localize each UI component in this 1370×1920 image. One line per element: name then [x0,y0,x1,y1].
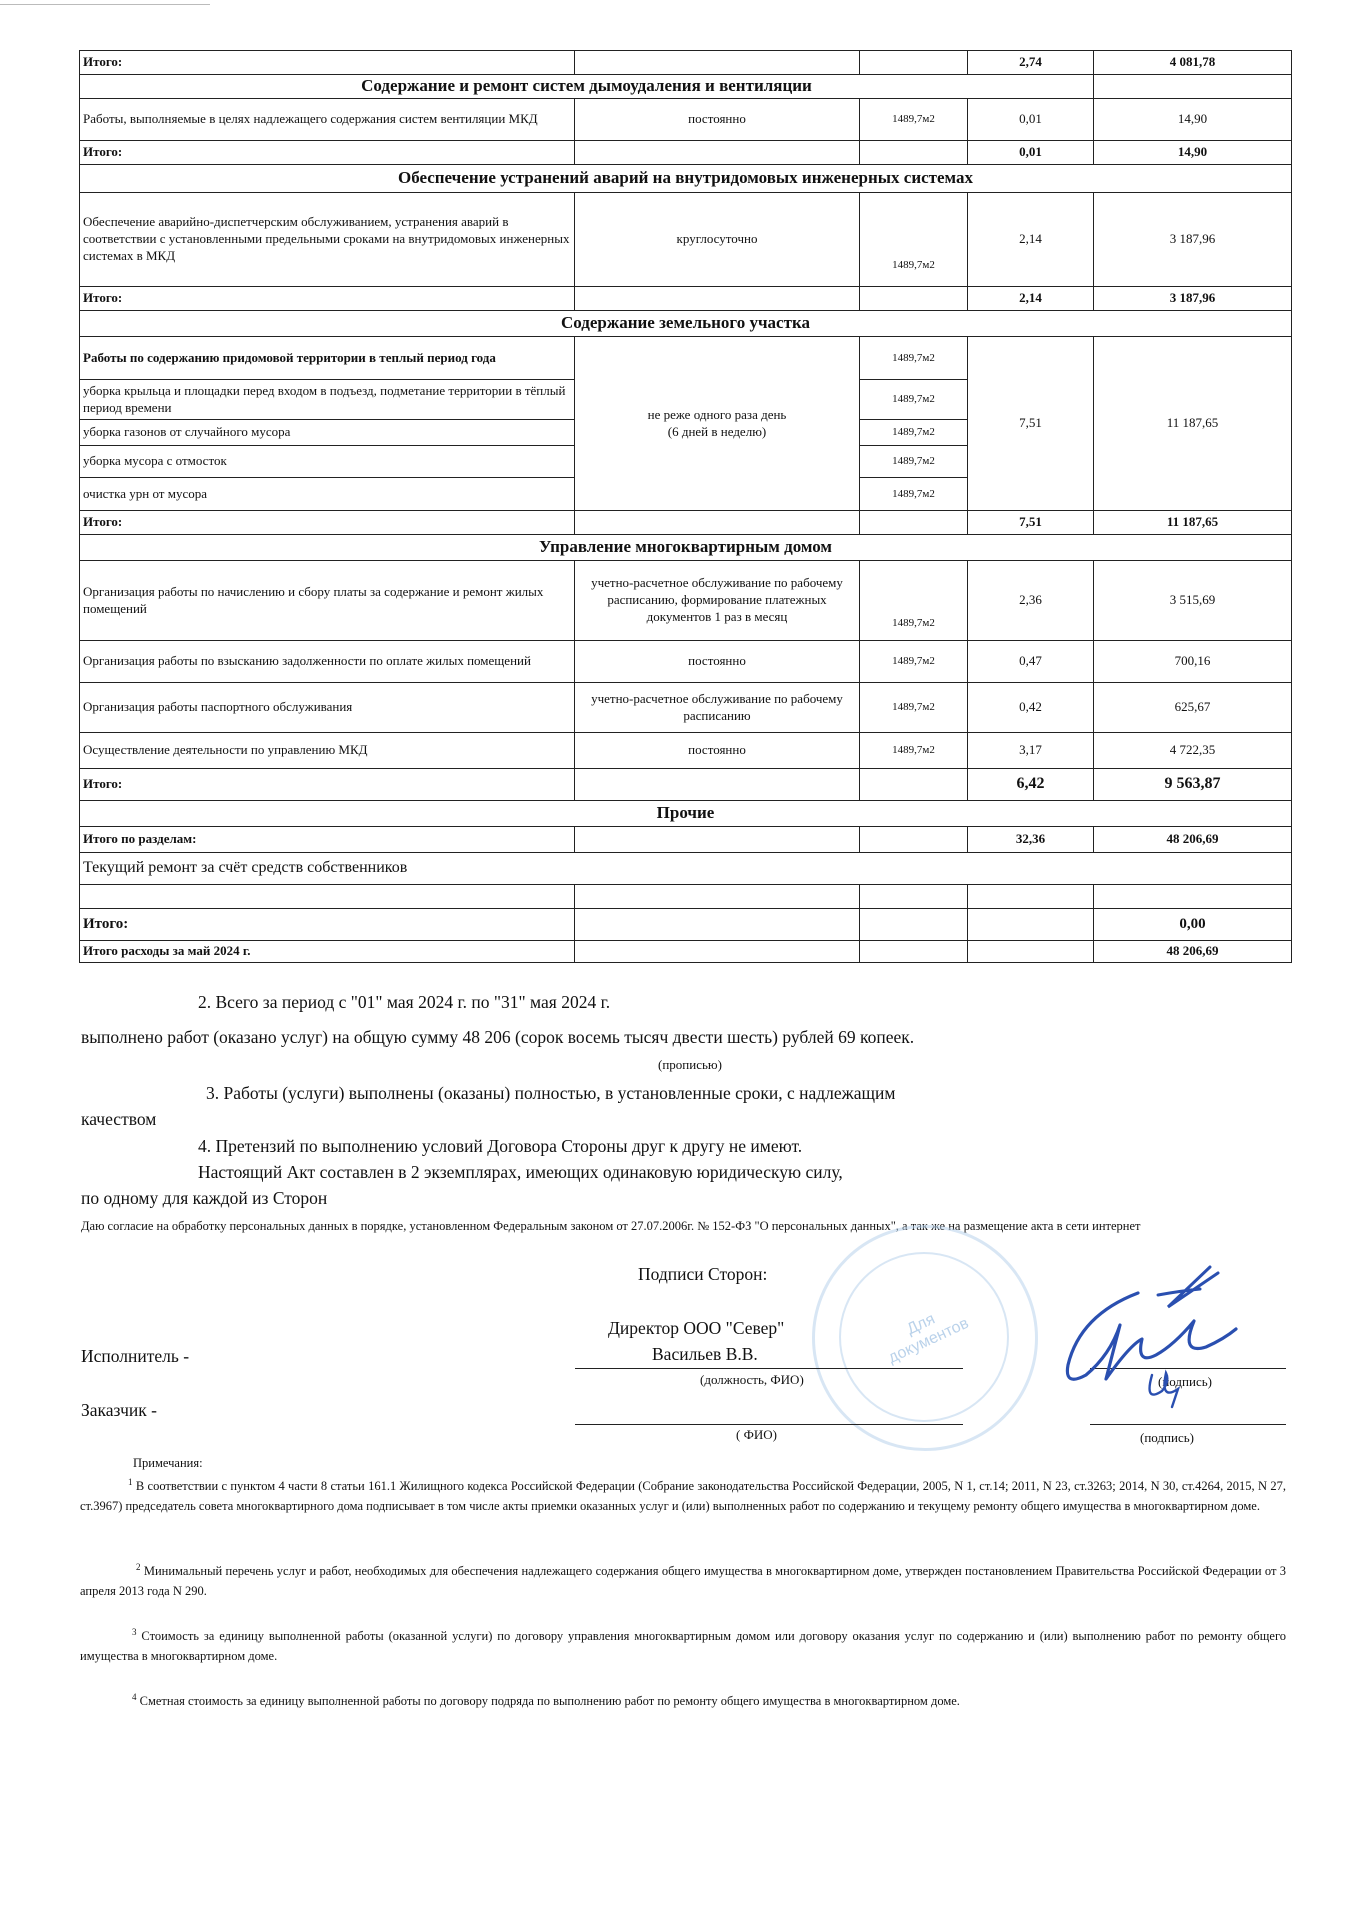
services-table [79,50,1292,963]
table-row [80,733,1292,769]
service-rate: 0,42 [968,683,1094,733]
service-name: Обеспечение аварийно-диспетчерским обслуживанием, устранения аварий в соответствии с установленными предельными сроками на внутридомовых инженерных системах в МКД [80,193,575,287]
service-period: учетно-расчетное обслуживание по рабочему расписанию, формирование платежных документов 1 раз в месяц [575,561,860,641]
table-row [80,941,1292,963]
executor-caption: (должность, ФИО) [700,1372,804,1387]
section-header [80,801,1292,827]
notes-title: Примечания: [133,1456,203,1470]
total-sum: 11 187,65 [1094,511,1292,535]
table-row [80,99,1292,141]
service-rate: 2,14 [968,193,1094,287]
executor-position: Директор ООО "Север" [608,1318,785,1338]
service-sum: 625,67 [1094,683,1292,733]
service-name: Организация работы паспортного обслуживания [80,683,575,733]
table-row [80,511,1292,535]
table-row [80,769,1292,801]
service-sum: 3 515,69 [1094,561,1292,641]
caption-propisyu: (прописью) [658,1057,722,1072]
service-area: 1489,7м2 [860,99,968,141]
service-area: 1489,7м2 [860,193,968,287]
service-name: Работы, выполняемые в целях надлежащего содержания систем вентиляции МКД [80,99,575,141]
service-name: Осуществление деятельности по управлению МКД [80,733,575,769]
section-title: Управление многоквартирным домом [80,535,1292,561]
section-header [80,535,1292,561]
section-header [80,165,1292,193]
service-sum: 3 187,96 [1094,193,1292,287]
service-area: 1489,7м2 [860,641,968,683]
total-rate: 6,42 [968,769,1094,801]
section-title: Прочие [80,801,1292,827]
table-row [80,51,1292,75]
service-name: очистка урн от мусора [80,478,575,511]
service-period: постоянно [575,733,860,769]
total-label: Итого: [80,287,575,311]
total-rate: 7,51 [968,511,1094,535]
customer-label: Заказчик - [81,1400,157,1420]
total-sum: 0,00 [1094,909,1292,941]
table-row [80,193,1292,287]
total-label: Итого: [80,51,575,75]
section-header [80,311,1292,337]
table-row [80,337,1292,380]
section-title: Содержание и ремонт систем дымоудаления и вентиляции [80,75,1094,99]
total-sum: 3 187,96 [1094,287,1292,311]
total-rate: 2,14 [968,287,1094,311]
section-title: Обеспечение устранений аварий на внутридомовых инженерных системах [80,165,1292,193]
footnote-1 [80,1475,1286,1516]
total-rate: 0,01 [968,141,1094,165]
table-row [80,641,1292,683]
footnote-marker: 1 [128,1477,133,1487]
service-area: 1489,7м2 [860,380,968,420]
service-sum: 700,16 [1094,641,1292,683]
period-line: (6 дней в неделю) [667,423,767,439]
paragraph-quality-end: качеством [81,1109,157,1129]
section-header [80,75,1292,99]
footnote-text: Минимальный перечень услуг и работ, необходимых для обеспечения надлежащего содержания общего имущества в многоквартирном доме, утвержден постановлением Правительства Российской Федерации от 3 апреля 2013 года N 290. [80,1564,1286,1599]
service-name: Организация работы по взысканию задолженности по оплате жилых помещений [80,641,575,683]
executor-label: Исполнитель - [81,1346,190,1366]
customer-name-line [575,1424,963,1425]
service-name: уборка крыльца и площадки перед входом в подъезд, подметание территории в тёплый период времени [80,380,575,420]
service-area: 1489,7м2 [860,683,968,733]
service-period: учетно-расчетное обслуживание по рабочему расписанию [575,683,860,733]
table-row [80,827,1292,853]
service-area: 1489,7м2 [860,561,968,641]
total-label: Итого: [80,511,575,535]
scan-edge-line [0,4,210,5]
total-sum: 4 081,78 [1094,51,1292,75]
paragraph-claims: 4. Претензий по выполнению условий Договора Стороны друг к другу не имеют. [198,1136,803,1156]
total-label: Итого по разделам: [80,827,575,853]
footnote-marker: 4 [132,1692,137,1702]
service-rate: 0,47 [968,641,1094,683]
total-label: Итого: [80,909,575,941]
footnote-text: В соответствии с пунктом 4 части 8 статьи 161.1 Жилищного кодекса Российской Федерации (Собрание законодательства Российской Федерации, 2005, N 1, ст.14; 2011, N 23, ст.3263; 2014, N 30, ст.4264, 2015, N 27, ст.3967) председатель совета многоквартирного дома подписывает в том числе акты приемки оказанных услуг и (или) выполненных работ по содержанию и текущему ремонту общего имущества в многоквартирном доме. [80,1479,1286,1514]
service-name: Работы по содержанию придомовой территории в теплый период года [80,337,575,380]
repair-title: Текущий ремонт за счёт средств собственников [80,853,1292,885]
footnote-marker: 2 [136,1562,141,1572]
table-row [80,853,1292,885]
footnote-text: Стоимость за единицу выполненной работы (оказанной услуги) по договору управления многоквартирным домом или договору оказания услуг по содержанию и (или) выполнению работ по ремонту общего имущества в многоквартирном доме. [80,1629,1287,1664]
signature [1040,1255,1250,1425]
table-row [80,561,1292,641]
service-sum: 14,90 [1094,99,1292,141]
service-rate: 0,01 [968,99,1094,141]
service-sum: 4 722,35 [1094,733,1292,769]
paragraph-copies: Настоящий Акт составлен в 2 экземплярах, имеющих одинаковую юридическую силу, [198,1162,843,1182]
service-sum: 11 187,65 [1094,337,1292,511]
grand-total-sum: 48 206,69 [1094,941,1292,963]
executor-name-line [575,1368,963,1369]
service-rate: 2,36 [968,561,1094,641]
service-rate: 7,51 [968,337,1094,511]
table-row [80,885,1292,909]
executor-name: Васильев В.В. [652,1344,758,1364]
service-period: круглосуточно [575,193,860,287]
consent-text: Даю согласие на обработку персональных данных в порядке, установленном Федеральным законом от 27.07.2006г. № 152-ФЗ "О персональных данных", а так же на размещение акта в сети интернет [81,1219,1141,1233]
grand-total-label: Итого расходы за май 2024 г. [80,941,575,963]
table-row [80,141,1292,165]
executor-sign-caption: (подпись) [1158,1374,1212,1389]
service-area: 1489,7м2 [860,478,968,511]
total-sum: 48 206,69 [1094,827,1292,853]
total-rate: 2,74 [968,51,1094,75]
footnote-3 [80,1625,1286,1666]
footnote-4 [80,1690,1286,1711]
service-area: 1489,7м2 [860,337,968,380]
service-name: уборка мусора с отмосток [80,446,575,478]
service-period: постоянно [575,641,860,683]
total-sum: 14,90 [1094,141,1292,165]
service-name: Организация работы по начислению и сбору платы за содержание и ремонт жилых помещений [80,561,575,641]
service-period [575,337,860,511]
service-name: уборка газонов от случайного мусора [80,420,575,446]
period-line: не реже одного раза день [647,406,787,422]
service-rate: 3,17 [968,733,1094,769]
service-area: 1489,7м2 [860,446,968,478]
footnote-marker: 3 [132,1627,137,1637]
table-row [80,287,1292,311]
paragraph-period: 2. Всего за период с "01" мая 2024 г. по "31" мая 2024 г. [198,992,611,1012]
total-label: Итого: [80,141,575,165]
service-area: 1489,7м2 [860,733,968,769]
footnote-2 [80,1560,1286,1601]
service-area: 1489,7м2 [860,420,968,446]
section-title: Содержание земельного участка [80,311,1292,337]
signatures-title: Подписи Сторон: [638,1264,768,1284]
stamp-text: Для документов [885,1310,972,1367]
paragraph-quality: 3. Работы (услуги) выполнены (оказаны) полностью, в установленные сроки, с надлежащим [206,1083,896,1103]
paragraph-copies-end: по одному для каждой из Сторон [81,1188,328,1208]
footnote-text: Сметная стоимость за единицу выполненной работы по договору подряда по выполнению работ по ремонту общего имущества в многоквартирном доме. [139,1694,960,1709]
service-period: постоянно [575,99,860,141]
customer-caption: ( ФИО) [736,1427,777,1442]
table-row [80,683,1292,733]
total-rate: 32,36 [968,827,1094,853]
table-row [80,909,1292,941]
customer-sign-caption: (подпись) [1140,1430,1194,1445]
paragraph-amount: выполнено работ (оказано услуг) на общую сумму 48 206 (сорок восемь тысяч двести шесть) рублей 69 копеек. [81,1027,915,1047]
total-sum: 9 563,87 [1094,769,1292,801]
total-label: Итого: [80,769,575,801]
